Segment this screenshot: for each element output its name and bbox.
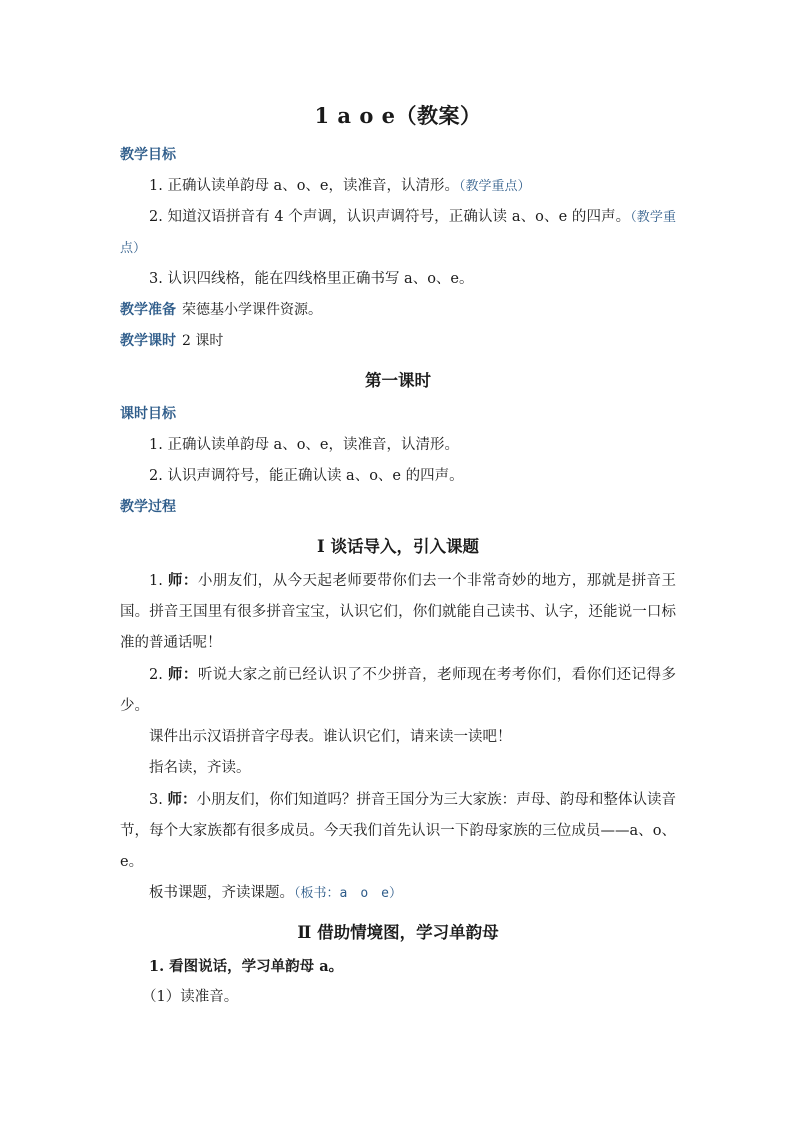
part-1-paragraph-2: 2. 师：听说大家之前已经认识了不少拼音，老师现在考考你们，看你们还记得多少。 xyxy=(120,666,677,714)
process-heading: 教学过程 xyxy=(120,499,176,515)
page-title: 1 a o e（教案） xyxy=(314,103,482,128)
lesson-goals-heading: 课时目标 xyxy=(120,406,176,422)
hours-text: 2 课时 xyxy=(182,333,224,349)
part-2-paragraph-2: （1）读准音。 xyxy=(142,989,239,1005)
key-point-note: （教学重点） xyxy=(120,210,676,256)
board-note: （板书：a o e） xyxy=(294,886,402,901)
goals-heading: 教学目标 xyxy=(120,147,176,163)
part-2-title: Ⅱ 借助情境图，学习单韵母 xyxy=(297,923,499,942)
goal-item-3: 3. 认识四线格，能在四线格里正确书写 a、o、e。 xyxy=(149,271,474,287)
prep-text: 荣德基小学课件资源。 xyxy=(182,302,322,318)
lesson-1-title: 第一课时 xyxy=(365,371,431,390)
part-1-paragraph-4: 指名读，齐读。 xyxy=(149,760,251,776)
part-1-title: Ⅰ 谈话导入，引入课题 xyxy=(317,537,479,556)
speaker-label: 师： xyxy=(167,791,197,808)
part-2-paragraph-1: 1. 看图说话，学习单韵母 a。 xyxy=(149,958,344,975)
part-1-paragraph-1: 1. 师：小朋友们，从今天起老师要带你们去一个非常奇妙的地方，那就是拼音王国。拼音王国里有很多拼音宝宝，认识它们，你们就能自己读书、认字，还能说一口标准的普通话呢！ xyxy=(120,572,677,651)
speaker-label: 师： xyxy=(167,666,198,683)
prep-heading: 教学准备 荣德基小学课件资源。 xyxy=(120,302,322,318)
lesson-goal-2: 2. 认识声调符号，能正确认读 a、o、e 的四声。 xyxy=(149,468,464,484)
hours-heading: 教学课时 2 课时 xyxy=(120,333,224,349)
goal-item-1: 1. 正确认读单韵母 a、o、e，读准音，认清形。（教学重点） xyxy=(149,178,531,194)
goal-item-2: 2. 知道汉语拼音有 4 个声调，认识声调符号，正确认读 a、o、e 的四声。（教学重点） xyxy=(120,209,676,256)
key-point-note: （教学重点） xyxy=(459,179,531,194)
speaker-label: 师： xyxy=(167,572,198,589)
part-1-paragraph-3: 课件出示汉语拼音字母表。谁认识它们，请来读一读吧！ xyxy=(149,729,512,745)
lesson-goal-1: 1. 正确认读单韵母 a、o、e，读准音，认清形。 xyxy=(149,437,460,453)
part-1-paragraph-6: 板书课题，齐读课题。（板书：a o e） xyxy=(149,885,402,901)
part-1-paragraph-5: 3. 师：小朋友们，你们知道吗？拼音王国分为三大家族：声母、韵母和整体认读音节，每个大家族都有很多成员。今天我们首先认识一下韵母家族的三位成员——a、o、e。 xyxy=(120,791,677,870)
document-content xyxy=(120,100,676,1013)
